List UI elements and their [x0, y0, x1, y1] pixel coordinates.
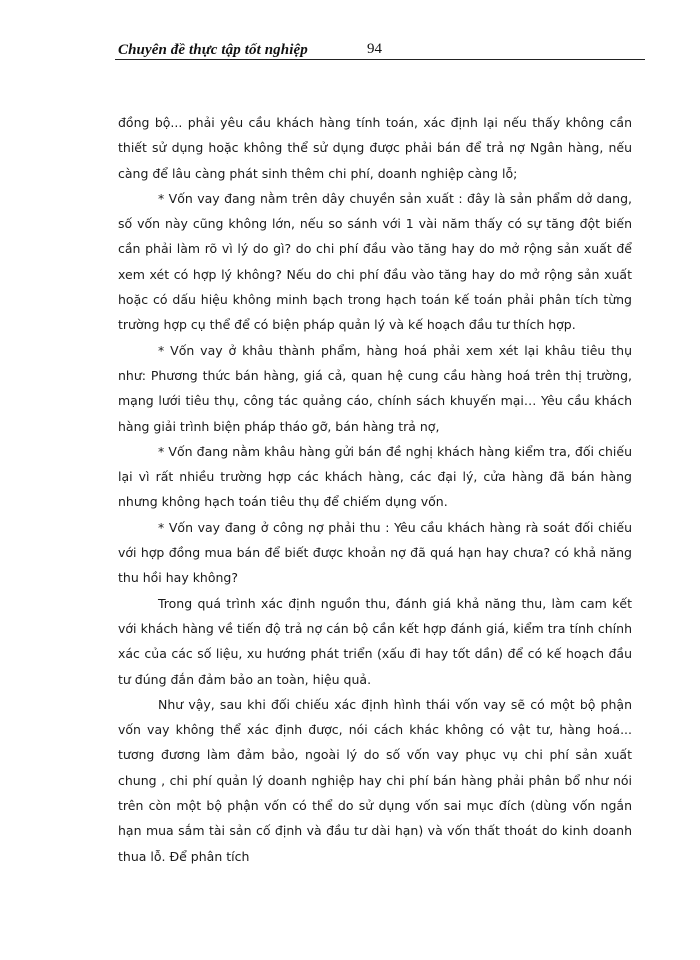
paragraph: * Vốn vay đang ở công nợ phải thu : Yêu cầu khách hàng rà soát đối chiếu với hợp đồng mua bán để biết được khoản nợ đã quá hạn hay chưa? có khả năng thu hồi hay không?: [118, 519, 632, 586]
paragraph: đồng bộ... phải yêu cầu khách hàng tính toán, xác định lại nếu thấy không cần thiết sử dụng hoặc không thể sử dụng được phải bán để trả nợ Ngân hàng, nếu càng để lâu càng phát sinh thêm chi phí, doanh nghiệp càng lỗ;: [118, 115, 632, 181]
page-header: [115, 40, 645, 62]
page-number: 94: [367, 41, 382, 57]
paragraph: * Vốn vay ở khâu thành phẩm, hàng hoá phải xem xét lại khâu tiêu thụ như: Phương thức bán hàng, giá cả, quan hệ cung cầu hàng hoá trên thị trường, mạng lưới tiêu thụ, công tác quảng cáo, chính sách khuyến mại… Yêu cầu khách hàng giải trình biện pháp tháo gỡ, bán hàng trả nợ,: [118, 342, 632, 434]
document-body: [118, 110, 632, 869]
paragraph: Như vậy, sau khi đối chiếu xác định hình thái vốn vay sẽ có một bộ phận vốn vay không thể xác định được, nói cách khác không có vật tư, hàng hoá... tương đương làm đảm bảo, ngoài lý do số vốn vay phục vụ chi phí sản xuất chung , chi phí quản lý doanh nghiệp hay chi phí bán hàng phải phân bổ như nói trên còn một bộ phận vốn có thể do sử dụng vốn sai mục đích (dùng vốn ngắn hạn mua sắm tài sản cố định và đầu tư dài hạn) và vốn thất thoát do kinh doanh thua lỗ. Để phân tích: [118, 696, 632, 864]
paragraph: * Vốn đang nằm khâu hàng gửi bán đề nghị khách hàng kiểm tra, đối chiếu lại vì rất nhiều trường hợp các khách hàng, các đại lý, cửa hàng đã bán hàng nhưng không hạch toán tiêu thụ để chiếm dụng vốn.: [118, 443, 632, 510]
paragraph: Trong quá trình xác định nguồn thu, đánh giá khả năng thu, làm cam kết với khách hàng về tiến độ trả nợ cán bộ cần kết hợp đánh giá, kiểm tra tính chính xác của các số liệu, xu hướng phát triển (xấu đi hay tốt dần) để có kế hoạch đầu tư đúng đắn đảm bảo an toàn, hiệu quả.: [118, 595, 632, 687]
header-rule: [115, 59, 645, 60]
paragraph: * Vốn vay đang nằm trên dây chuyền sản xuất : đây là sản phẩm dở dang, số vốn này cũng không lớn, nếu so sánh với 1 vài năm thấy có sự tăng đột biến cần phải làm rõ vì lý do gì? do chi phí đầu vào tăng hay do mở rộng sản xuất để xem xét có hợp lý không? Nếu do chi phí đầu vào tăng hay do mở rộng sản xuất hoặc có dấu hiệu không minh bạch trong hạch toán kế toán phải phân tích từng trường hợp cụ thể để có biện pháp quản lý và kế hoạch đầu tư thích hợp.: [118, 190, 632, 333]
header-title: Chuyên đề thực tập tốt nghiệp: [118, 42, 308, 58]
